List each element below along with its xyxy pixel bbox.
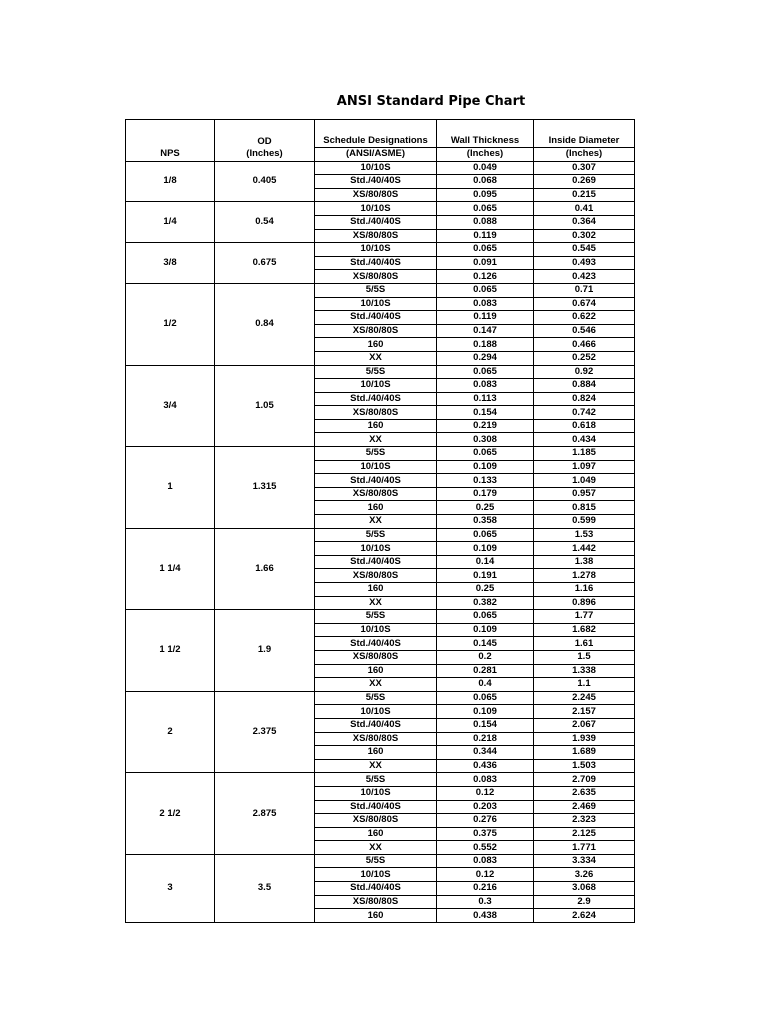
header-row-2 (126, 148, 635, 162)
schedule-cell: XX (315, 759, 437, 773)
nps-cell: 3/4 (126, 365, 215, 447)
wall-thickness-cell: 0.065 (437, 691, 534, 705)
inside-diameter-cell: 1.5 (534, 650, 635, 664)
schedule-cell: XS/80/80S (315, 188, 437, 202)
inside-diameter-cell: 0.896 (534, 596, 635, 610)
schedule-cell: Std./40/40S (315, 718, 437, 732)
nps-cell: 1/2 (126, 283, 215, 365)
wall-thickness-cell: 0.083 (437, 379, 534, 393)
wall-thickness-cell: 0.552 (437, 841, 534, 855)
nps-cell: 1 1/2 (126, 610, 215, 692)
wall-thickness-cell: 0.065 (437, 283, 534, 297)
inside-diameter-cell: 1.278 (534, 569, 635, 583)
wall-thickness-cell: 0.219 (437, 419, 534, 433)
schedule-cell: 10/10S (315, 786, 437, 800)
wall-thickness-cell: 0.126 (437, 270, 534, 284)
od-cell: 1.315 (215, 447, 315, 529)
wall-thickness-cell: 0.436 (437, 759, 534, 773)
table-row (126, 447, 635, 461)
wall-thickness-cell: 0.188 (437, 338, 534, 352)
inside-diameter-cell: 2.245 (534, 691, 635, 705)
od-cell: 0.54 (215, 202, 315, 243)
schedule-cell: Std./40/40S (315, 311, 437, 325)
wall-thickness-cell: 0.191 (437, 569, 534, 583)
inside-diameter-cell: 0.215 (534, 188, 635, 202)
wall-thickness-cell: 0.358 (437, 515, 534, 529)
schedule-cell: 5/5S (315, 773, 437, 787)
wall-thickness-cell: 0.203 (437, 800, 534, 814)
schedule-cell: 10/10S (315, 379, 437, 393)
inside-diameter-cell: 0.622 (534, 311, 635, 325)
table-row (126, 161, 635, 175)
wall-thickness-cell: 0.218 (437, 732, 534, 746)
inside-diameter-cell: 1.503 (534, 759, 635, 773)
inside-diameter-cell: 1.939 (534, 732, 635, 746)
inside-diameter-cell: 0.252 (534, 351, 635, 365)
wall-thickness-cell: 0.095 (437, 188, 534, 202)
wall-thickness-cell: 0.113 (437, 392, 534, 406)
wall-thickness-cell: 0.179 (437, 487, 534, 501)
wall-thickness-cell: 0.065 (437, 528, 534, 542)
pipe-chart-table (125, 119, 635, 923)
wall-thickness-cell: 0.109 (437, 623, 534, 637)
schedule-cell: 5/5S (315, 528, 437, 542)
inside-diameter-cell: 0.884 (534, 379, 635, 393)
wall-thickness-cell: 0.065 (437, 447, 534, 461)
od-cell: 0.675 (215, 243, 315, 284)
wall-thickness-cell: 0.065 (437, 202, 534, 216)
schedule-cell: 10/10S (315, 705, 437, 719)
inside-diameter-cell: 0.423 (534, 270, 635, 284)
schedule-cell: XS/80/80S (315, 732, 437, 746)
schedule-cell: 10/10S (315, 868, 437, 882)
wall-thickness-cell: 0.109 (437, 542, 534, 556)
od-cell: 1.05 (215, 365, 315, 447)
inside-diameter-cell: 1.61 (534, 637, 635, 651)
schedule-cell: 10/10S (315, 297, 437, 311)
wall-thickness-cell: 0.133 (437, 474, 534, 488)
header-cell: (Inches) (534, 148, 635, 162)
schedule-cell: 5/5S (315, 854, 437, 868)
schedule-cell: XX (315, 433, 437, 447)
wall-thickness-cell: 0.438 (437, 909, 534, 923)
table-row (126, 610, 635, 624)
inside-diameter-cell: 0.71 (534, 283, 635, 297)
wall-thickness-cell: 0.091 (437, 256, 534, 270)
nps-cell: 3/8 (126, 243, 215, 284)
inside-diameter-cell: 0.742 (534, 406, 635, 420)
header-cell (126, 120, 215, 148)
inside-diameter-cell: 2.067 (534, 718, 635, 732)
wall-thickness-cell: 0.12 (437, 868, 534, 882)
schedule-cell: XX (315, 596, 437, 610)
inside-diameter-cell: 3.068 (534, 882, 635, 896)
nps-cell: 2 (126, 691, 215, 773)
inside-diameter-cell: 1.38 (534, 555, 635, 569)
header-cell: (ANSI/ASME) (315, 148, 437, 162)
wall-thickness-cell: 0.4 (437, 678, 534, 692)
header-cell: OD (215, 120, 315, 148)
schedule-cell: Std./40/40S (315, 800, 437, 814)
wall-thickness-cell: 0.344 (437, 746, 534, 760)
inside-diameter-cell: 0.815 (534, 501, 635, 515)
inside-diameter-cell: 0.599 (534, 515, 635, 529)
schedule-cell: Std./40/40S (315, 882, 437, 896)
header-row-1 (126, 120, 635, 148)
schedule-cell: 160 (315, 338, 437, 352)
inside-diameter-cell: 0.302 (534, 229, 635, 243)
schedule-cell: 10/10S (315, 460, 437, 474)
wall-thickness-cell: 0.375 (437, 827, 534, 841)
inside-diameter-cell: 1.185 (534, 447, 635, 461)
inside-diameter-cell: 2.635 (534, 786, 635, 800)
schedule-cell: Std./40/40S (315, 637, 437, 651)
wall-thickness-cell: 0.083 (437, 297, 534, 311)
wall-thickness-cell: 0.088 (437, 215, 534, 229)
wall-thickness-cell: 0.154 (437, 718, 534, 732)
inside-diameter-cell: 0.824 (534, 392, 635, 406)
inside-diameter-cell: 1.682 (534, 623, 635, 637)
schedule-cell: 10/10S (315, 202, 437, 216)
wall-thickness-cell: 0.147 (437, 324, 534, 338)
wall-thickness-cell: 0.119 (437, 311, 534, 325)
schedule-cell: 10/10S (315, 161, 437, 175)
schedule-cell: XS/80/80S (315, 324, 437, 338)
schedule-cell: 5/5S (315, 447, 437, 461)
schedule-cell: 10/10S (315, 542, 437, 556)
od-cell: 0.405 (215, 161, 315, 202)
wall-thickness-cell: 0.382 (437, 596, 534, 610)
schedule-cell: 160 (315, 909, 437, 923)
inside-diameter-cell: 2.469 (534, 800, 635, 814)
schedule-cell: Std./40/40S (315, 474, 437, 488)
inside-diameter-cell: 0.466 (534, 338, 635, 352)
wall-thickness-cell: 0.065 (437, 243, 534, 257)
wall-thickness-cell: 0.294 (437, 351, 534, 365)
schedule-cell: XS/80/80S (315, 229, 437, 243)
od-cell: 3.5 (215, 854, 315, 922)
inside-diameter-cell: 1.689 (534, 746, 635, 760)
schedule-cell: XX (315, 841, 437, 855)
table-row (126, 528, 635, 542)
schedule-cell: 160 (315, 746, 437, 760)
wall-thickness-cell: 0.276 (437, 814, 534, 828)
schedule-cell: XX (315, 515, 437, 529)
inside-diameter-cell: 0.92 (534, 365, 635, 379)
schedule-cell: XX (315, 678, 437, 692)
inside-diameter-cell: 0.307 (534, 161, 635, 175)
table-row (126, 202, 635, 216)
schedule-cell: 160 (315, 664, 437, 678)
table-row (126, 773, 635, 787)
inside-diameter-cell: 1.53 (534, 528, 635, 542)
od-cell: 1.9 (215, 610, 315, 692)
inside-diameter-cell: 0.546 (534, 324, 635, 338)
wall-thickness-cell: 0.154 (437, 406, 534, 420)
header-cell: Schedule Designations (315, 120, 437, 148)
nps-cell: 2 1/2 (126, 773, 215, 855)
inside-diameter-cell: 1.16 (534, 583, 635, 597)
wall-thickness-cell: 0.119 (437, 229, 534, 243)
wall-thickness-cell: 0.281 (437, 664, 534, 678)
wall-thickness-cell: 0.065 (437, 365, 534, 379)
inside-diameter-cell: 2.125 (534, 827, 635, 841)
wall-thickness-cell: 0.049 (437, 161, 534, 175)
schedule-cell: 5/5S (315, 610, 437, 624)
schedule-cell: XS/80/80S (315, 569, 437, 583)
wall-thickness-cell: 0.216 (437, 882, 534, 896)
od-cell: 2.875 (215, 773, 315, 855)
od-cell: 0.84 (215, 283, 315, 365)
schedule-cell: 160 (315, 419, 437, 433)
schedule-cell: XS/80/80S (315, 487, 437, 501)
wall-thickness-cell: 0.3 (437, 895, 534, 909)
wall-thickness-cell: 0.068 (437, 175, 534, 189)
inside-diameter-cell: 3.334 (534, 854, 635, 868)
page-title: ANSI Standard Pipe Chart (336, 94, 526, 109)
header-cell: Inside Diameter (534, 120, 635, 148)
schedule-cell: 160 (315, 827, 437, 841)
nps-cell: 1 1/4 (126, 528, 215, 610)
inside-diameter-cell: 0.545 (534, 243, 635, 257)
wall-thickness-cell: 0.109 (437, 460, 534, 474)
schedule-cell: 160 (315, 583, 437, 597)
inside-diameter-cell: 1.049 (534, 474, 635, 488)
schedule-cell: XS/80/80S (315, 270, 437, 284)
nps-cell: 1/4 (126, 202, 215, 243)
schedule-cell: 5/5S (315, 691, 437, 705)
inside-diameter-cell: 1.338 (534, 664, 635, 678)
schedule-cell: Std./40/40S (315, 392, 437, 406)
header-cell: Wall Thickness (437, 120, 534, 148)
od-cell: 1.66 (215, 528, 315, 610)
wall-thickness-cell: 0.25 (437, 501, 534, 515)
wall-thickness-cell: 0.308 (437, 433, 534, 447)
schedule-cell: Std./40/40S (315, 215, 437, 229)
wall-thickness-cell: 0.083 (437, 854, 534, 868)
inside-diameter-cell: 3.26 (534, 868, 635, 882)
wall-thickness-cell: 0.083 (437, 773, 534, 787)
inside-diameter-cell: 1.442 (534, 542, 635, 556)
schedule-cell: 5/5S (315, 365, 437, 379)
table-row (126, 243, 635, 257)
schedule-cell: Std./40/40S (315, 175, 437, 189)
inside-diameter-cell: 1.097 (534, 460, 635, 474)
wall-thickness-cell: 0.14 (437, 555, 534, 569)
inside-diameter-cell: 2.9 (534, 895, 635, 909)
table-row (126, 283, 635, 297)
wall-thickness-cell: 0.2 (437, 650, 534, 664)
schedule-cell: XS/80/80S (315, 406, 437, 420)
wall-thickness-cell: 0.25 (437, 583, 534, 597)
inside-diameter-cell: 2.323 (534, 814, 635, 828)
nps-cell: 1 (126, 447, 215, 529)
inside-diameter-cell: 0.434 (534, 433, 635, 447)
wall-thickness-cell: 0.145 (437, 637, 534, 651)
inside-diameter-cell: 2.709 (534, 773, 635, 787)
schedule-cell: XS/80/80S (315, 650, 437, 664)
wall-thickness-cell: 0.12 (437, 786, 534, 800)
inside-diameter-cell: 1.771 (534, 841, 635, 855)
schedule-cell: XX (315, 351, 437, 365)
inside-diameter-cell: 0.269 (534, 175, 635, 189)
table-row (126, 854, 635, 868)
header-cell: (Inches) (437, 148, 534, 162)
schedule-cell: 10/10S (315, 243, 437, 257)
table-row (126, 691, 635, 705)
schedule-cell: 5/5S (315, 283, 437, 297)
wall-thickness-cell: 0.109 (437, 705, 534, 719)
nps-cell: 1/8 (126, 161, 215, 202)
inside-diameter-cell: 0.493 (534, 256, 635, 270)
schedule-cell: 10/10S (315, 623, 437, 637)
inside-diameter-cell: 1.1 (534, 678, 635, 692)
od-cell: 2.375 (215, 691, 315, 773)
wall-thickness-cell: 0.065 (437, 610, 534, 624)
inside-diameter-cell: 0.618 (534, 419, 635, 433)
inside-diameter-cell: 0.957 (534, 487, 635, 501)
inside-diameter-cell: 0.41 (534, 202, 635, 216)
inside-diameter-cell: 0.674 (534, 297, 635, 311)
inside-diameter-cell: 1.77 (534, 610, 635, 624)
schedule-cell: Std./40/40S (315, 555, 437, 569)
header-cell: (Inches) (215, 148, 315, 162)
inside-diameter-cell: 2.157 (534, 705, 635, 719)
header-cell: NPS (126, 148, 215, 162)
schedule-cell: XS/80/80S (315, 814, 437, 828)
schedule-cell: XS/80/80S (315, 895, 437, 909)
nps-cell: 3 (126, 854, 215, 922)
schedule-cell: 160 (315, 501, 437, 515)
table-row (126, 365, 635, 379)
inside-diameter-cell: 2.624 (534, 909, 635, 923)
schedule-cell: Std./40/40S (315, 256, 437, 270)
inside-diameter-cell: 0.364 (534, 215, 635, 229)
